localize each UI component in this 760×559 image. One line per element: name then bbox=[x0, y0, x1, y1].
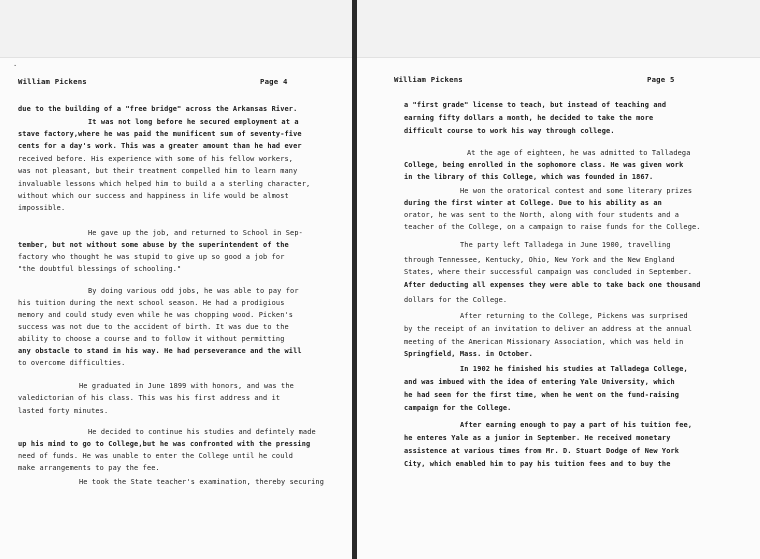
right-page-text-line: orator, he was sent to the North, along with four students and a bbox=[404, 211, 680, 219]
left-page-text-line: By doing various odd jobs, he was able to pay for bbox=[88, 287, 299, 295]
left-page-text-line: due to the building of a "free bridge" across the Arkansas River. bbox=[18, 105, 298, 113]
book-gutter bbox=[352, 0, 357, 559]
right-page-text-line: College, being enrolled in the sophomore class. He was given work bbox=[404, 161, 684, 169]
right-page-text-line: campaign for the College. bbox=[404, 404, 512, 412]
left-page-text-line: success was not due to the accident of birth. It was due to the bbox=[18, 323, 289, 331]
right-page-text-line: during the first winter at College. Due to his ability as an bbox=[404, 199, 662, 207]
right-page-text-line: a "first grade" license to teach, but instead of teaching and bbox=[404, 101, 667, 109]
left-page-text-line: It was not long before he secured employment at a bbox=[88, 118, 299, 126]
left-page-text-line: stave factory,where he was paid the munificent sum of seventy-five bbox=[18, 130, 302, 138]
left-page-text-line: tember, but not without some abuse by the superintendent of the bbox=[18, 241, 289, 249]
left-page-text-line: memory and could study even while he was chopping wood. Picken's bbox=[18, 311, 294, 319]
right-page-text-line: Springfield, Mass. in October. bbox=[404, 350, 533, 358]
left-page-text-line: He gave up the job, and returned to School in Sep- bbox=[88, 229, 303, 237]
right-page-text-line: he enteres Yale as a junior in September. He received monetary bbox=[404, 434, 671, 442]
left-page-text-line: cents for a day's work. This was a greater amount than he had ever bbox=[18, 142, 302, 150]
right-page-text-line: difficult course to work his way through college. bbox=[404, 127, 615, 135]
left-page-text-line: up his mind to go to College,but he was confronted with the pressing bbox=[18, 440, 311, 448]
left-page-text-line: He took the State teacher's examination, thereby securing bbox=[79, 478, 325, 486]
left-page-text-line: to overcome difficulties. bbox=[18, 359, 126, 367]
right-page-text-line: teacher of the College, on a campaign to raise funds for the College. bbox=[404, 223, 701, 231]
left-page-text-line: need of funds. He was unable to enter the College until he could bbox=[18, 452, 294, 460]
left-page-text-line: "the doubtful blessings of schooling." bbox=[18, 265, 182, 273]
left-page-text-line: He decided to continue his studies and defintely made bbox=[88, 428, 316, 436]
left-page-text-line: ability to choose a course and to follow it without permitting bbox=[18, 335, 285, 343]
left-page-text-line: impossible. bbox=[18, 204, 66, 212]
right-page-text-line: After earning enough to pay a part of his tuition fee, bbox=[460, 421, 693, 429]
right-page-text-line: through Tennessee, Kentucky, Ohio, New York and the New England bbox=[404, 256, 675, 264]
left-header-page: Page 4 bbox=[260, 77, 288, 86]
right-page-text-line: In 1902 he finished his studies at Talladega College, bbox=[460, 365, 688, 373]
right-page-text-line: dollars for the College. bbox=[404, 296, 508, 304]
right-header-page: Page 5 bbox=[647, 75, 675, 84]
right-page-text-line: After deducting all expenses they were able to take back one thousand bbox=[404, 281, 701, 289]
left-page-text-line: was not pleasant, but their treatment compelled him to learn many bbox=[18, 167, 298, 175]
right-page-text-line: assistence at various times from Mr. D. Stuart Dodge of New York bbox=[404, 447, 680, 455]
right-header-name: William Pickens bbox=[394, 75, 463, 84]
right-page-text-line: and was imbued with the idea of entering Yale University, which bbox=[404, 378, 675, 386]
right-page-text-line: He won the oratorical contest and some literary prizes bbox=[460, 187, 693, 195]
right-page-text-line: in the library of this College, which was founded in 1867. bbox=[404, 173, 654, 181]
margin-mark: · bbox=[13, 62, 18, 70]
right-page-text-line: After returning to the College, Pickens was surprised bbox=[460, 312, 688, 320]
left-page-text-line: without which our success and happiness in life would be almost bbox=[18, 192, 289, 200]
left-page-text-line: his tuition during the next school season. He had a prodigious bbox=[18, 299, 285, 307]
right-page-text-line: City, which enabled him to pay his tuition fees and to buy the bbox=[404, 460, 671, 468]
right-page-text-line: meeting of the American Missionary Association, which was held in bbox=[404, 338, 684, 346]
left-page-text-line: He graduated in June 1899 with honors, and was the bbox=[79, 382, 294, 390]
left-header-name: William Pickens bbox=[18, 77, 87, 86]
left-page-text-line: make arrangements to pay the fee. bbox=[18, 464, 160, 472]
left-page-text-line: any obstacle to stand in his way. He had perseverance and the will bbox=[18, 347, 302, 355]
left-page-text-line: invaluable lessons which helped him to build a a sterling character, bbox=[18, 180, 311, 188]
left-page-text-line: valedictorian of his class. This was his first address and it bbox=[18, 394, 281, 402]
right-page-text-line: earning fifty dollars a month, he decided to take the more bbox=[404, 114, 654, 122]
right-page-text-line: he had seen for the first time, when he went on the fund-raising bbox=[404, 391, 680, 399]
right-page-text-line: by the receipt of an invitation to deliver an address at the annual bbox=[404, 325, 692, 333]
right-page-text-line: The party left Talladega in June 1900, travelling bbox=[460, 241, 671, 249]
left-page-text-line: received before. His experience with some of his fellow workers, bbox=[18, 155, 294, 163]
left-page-text-line: lasted forty minutes. bbox=[18, 407, 109, 415]
right-page-text-line: At the age of eighteen, he was admitted to Talladega bbox=[467, 149, 691, 157]
right-page-text-line: States, where their successful campaign was concluded in September. bbox=[404, 268, 692, 276]
left-page-text-line: factory who thought he was stupid to give up so good a job for bbox=[18, 253, 285, 261]
